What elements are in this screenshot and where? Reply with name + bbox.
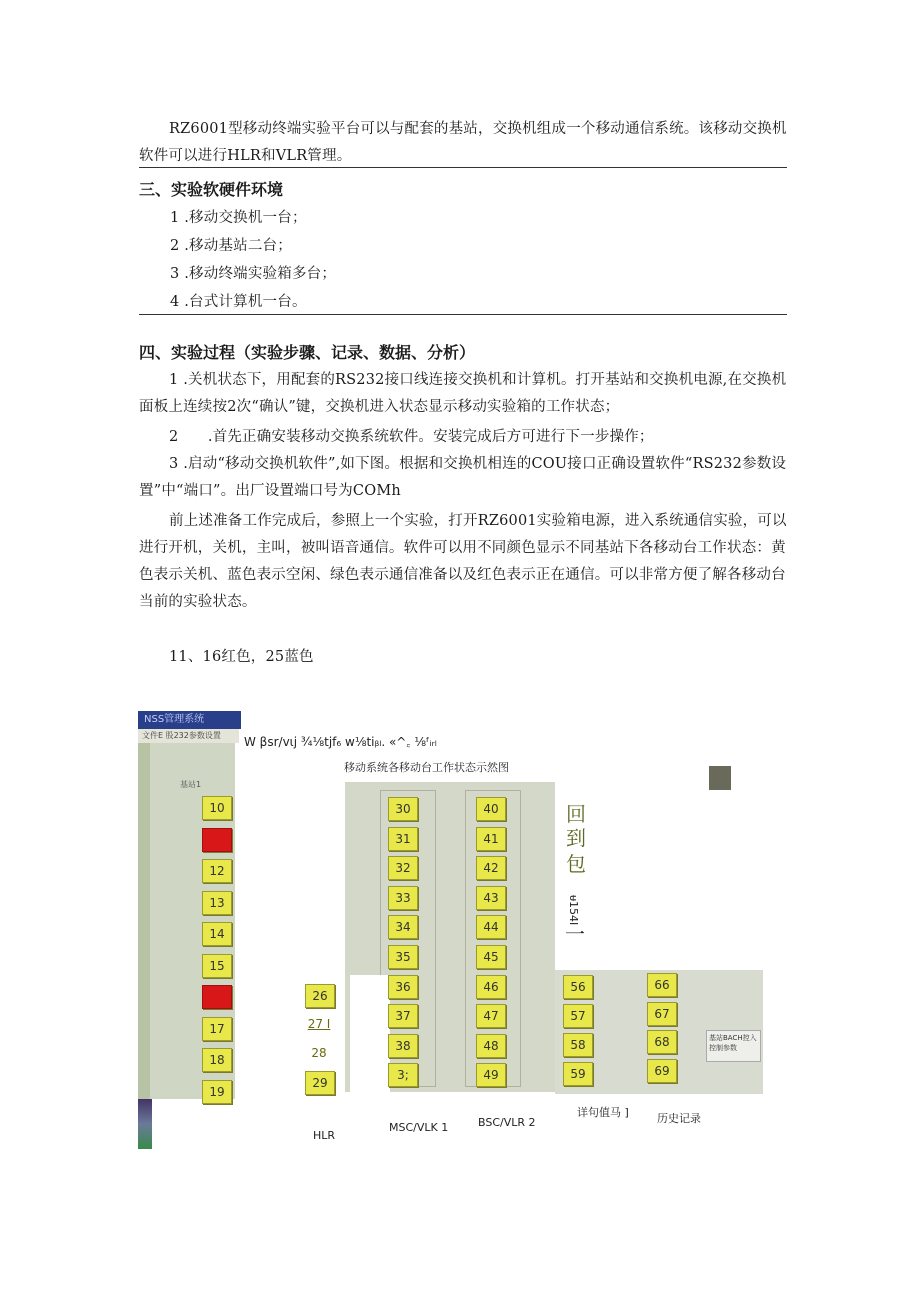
step-2: 2 .首先正确安装移动交换系统软件。安装完成后方可进行下一步操作； xyxy=(169,429,654,445)
side-vertical-text: ᵾ154Ι xyxy=(567,895,580,926)
section4-heading: 四、实验过程（实验步骤、记录、数据、分析） xyxy=(139,343,476,362)
step-3: 3 .启动“移动交换机软件”,如下图。根据和交换机相连的COU接口正确设置软件“RS232参数设置”中“端口”。出厂设置端口号为COMh xyxy=(139,456,787,499)
mobile-station-tile[interactable]: 46 xyxy=(476,975,506,999)
list-item: 1 .移动交换机一台； xyxy=(170,210,307,226)
station-label: 基站1 xyxy=(180,780,202,789)
mobile-station-tile[interactable]: 47 xyxy=(476,1004,506,1028)
mobile-station-tile[interactable]: 33 xyxy=(388,886,418,910)
window-edge xyxy=(138,743,150,1099)
mobile-station-tile[interactable]: 37 xyxy=(388,1004,418,1028)
side-char: 回 xyxy=(566,802,586,826)
mobile-station-tile[interactable]: 31 xyxy=(388,827,418,851)
section3-heading: 三、实验软硬件环境 xyxy=(139,180,284,199)
menu-bar[interactable]: 文件E 股232参数设置 xyxy=(138,729,239,743)
side-dash: 一 xyxy=(565,922,585,946)
app-title-bar: NSS管理系统 xyxy=(138,711,241,729)
list-item: 4 .台式计算机一台。 xyxy=(170,294,307,310)
label-msc: MSC/VLK 1 xyxy=(389,1121,449,1134)
intro-paragraph: RZ6001型移动终端实验平台可以与配套的基站，交换机组成一个移动通信系统。该移动交换机软件可以进行HLR和VLR管理。 xyxy=(139,121,787,164)
divider xyxy=(139,167,787,168)
mobile-station-tile[interactable]: 29 xyxy=(305,1071,335,1095)
mobile-station-tile[interactable]: 13 xyxy=(202,891,232,915)
mobile-station-tile[interactable]: 18 xyxy=(202,1048,232,1072)
side-char: 包 xyxy=(566,852,586,876)
mobile-station-tile[interactable]: 59 xyxy=(563,1062,593,1086)
mobile-station-tile[interactable]: 68 xyxy=(647,1030,677,1054)
mobile-station-tile[interactable]: 56 xyxy=(563,975,593,999)
garbled-header: W βsr/vιj ¾⅛tjf₆ w⅛tiᵦₗ. «^꜀ ⅛ᶠᵢᵣₗ xyxy=(244,735,437,749)
mobile-station-tile[interactable]: 14 xyxy=(202,922,232,946)
side-char: 到 xyxy=(566,826,586,850)
mobile-station-tile[interactable]: 42 xyxy=(476,856,506,880)
mobile-station-tile[interactable]: 30 xyxy=(388,797,418,821)
mobile-station-tile[interactable]: 32 xyxy=(388,856,418,880)
square-icon xyxy=(709,766,731,790)
mobile-station-tile[interactable]: 66 xyxy=(647,973,677,997)
mobile-station-tile[interactable]: 27 I xyxy=(307,1017,331,1031)
status-paragraph: 前上述准备工作完成后，参照上一个实验，打开RZ6001实验箱电源，进入系统通信实验，可以进行开机，关机，主叫，被叫语音通信。软件可以用不同颜色显示不同基站下各移动台工作状态：黄色表示关机、蓝色表示空闲、绿色表示通信准备以及红色表示正在通信。可以非常方便了解各移动台当前的实验状态。 xyxy=(139,513,787,610)
mobile-station-tile[interactable]: 26 xyxy=(305,984,335,1008)
mobile-station-tile[interactable]: 40 xyxy=(476,797,506,821)
mobile-station-tile[interactable]: 11 xyxy=(202,828,232,852)
mobile-station-tile[interactable]: 48 xyxy=(476,1034,506,1058)
mobile-station-tile[interactable]: 38 xyxy=(388,1034,418,1058)
mobile-station-tile[interactable]: 10 xyxy=(202,796,232,820)
mobile-station-tile[interactable]: 19 xyxy=(202,1080,232,1104)
mobile-station-tile[interactable]: 69 xyxy=(647,1059,677,1083)
mobile-station-tile[interactable]: 45 xyxy=(476,945,506,969)
mobile-station-tile[interactable]: 17 xyxy=(202,1017,232,1041)
label-history: 历史记录 xyxy=(657,1112,701,1125)
mobile-station-tile[interactable]: 15 xyxy=(202,954,232,978)
list-item: 3 .移动终端实验箱多台； xyxy=(170,266,337,282)
mobile-station-tile[interactable]: 43 xyxy=(476,886,506,910)
mobile-station-tile[interactable]: 16 xyxy=(202,985,232,1009)
mobile-station-tile[interactable]: 49 xyxy=(476,1063,506,1087)
desktop-fragment xyxy=(138,1099,152,1149)
step-1: 1 .关机状态下，用配套的RS232接口线连接交换机和计算机。打开基站和交换机电源,在交换机面板上连续按2次“确认”键，交换机进入状态显示移动实验箱的工作状态； xyxy=(139,372,787,415)
note-line: 11、16红色，25蓝色 xyxy=(169,649,314,665)
mobile-station-tile[interactable]: 58 xyxy=(563,1033,593,1057)
list-item: 2 .移动基站二台； xyxy=(170,238,292,254)
mobile-station-tile[interactable]: 44 xyxy=(476,915,506,939)
mobile-station-tile[interactable]: 67 xyxy=(647,1002,677,1026)
figure-caption: 移动系统各移动台工作状态示然图 xyxy=(344,761,509,774)
mobile-station-tile[interactable]: 3; xyxy=(388,1063,418,1087)
bach-settings-button[interactable]: 基站BACH控入控制参数 xyxy=(706,1030,761,1062)
label-detail: 详句值马 ] xyxy=(577,1106,629,1119)
mobile-station-tile[interactable]: 41 xyxy=(476,827,506,851)
white-overlay xyxy=(350,975,390,1095)
mobile-station-tile[interactable]: 12 xyxy=(202,859,232,883)
mobile-station-tile[interactable]: 34 xyxy=(388,915,418,939)
mobile-station-tile[interactable]: 36 xyxy=(388,975,418,999)
mobile-station-tile[interactable]: 28 xyxy=(311,1046,327,1060)
mobile-station-tile[interactable]: 35 xyxy=(388,945,418,969)
label-hlr: HLR xyxy=(313,1129,336,1142)
label-bsc: BSC/VLR 2 xyxy=(478,1116,536,1129)
mobile-station-tile[interactable]: 57 xyxy=(563,1004,593,1028)
divider xyxy=(139,314,787,315)
